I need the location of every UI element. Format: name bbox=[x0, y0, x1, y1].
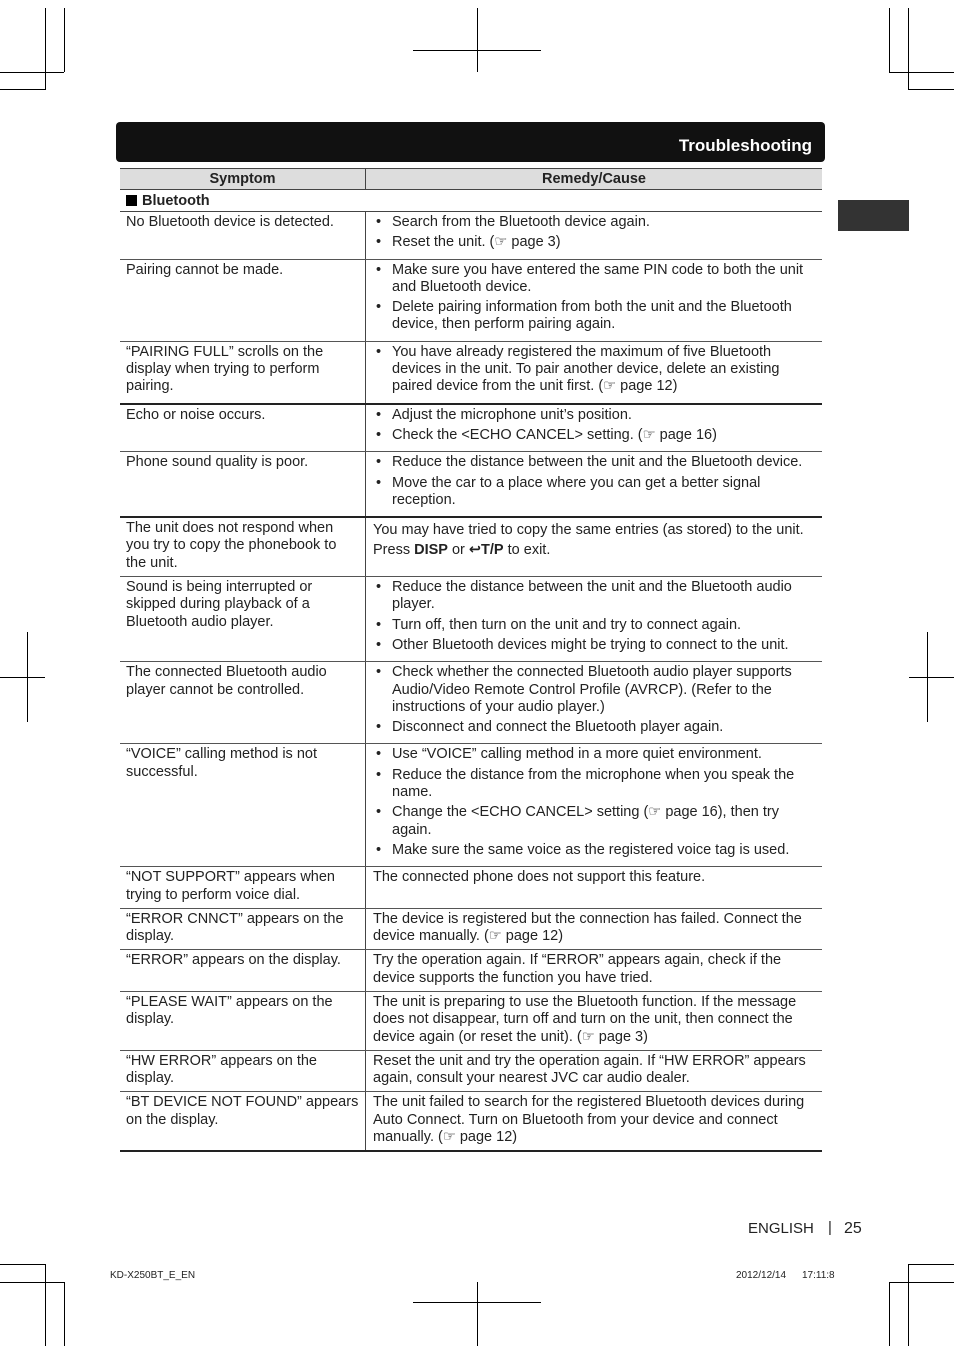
remedy-cell bbox=[366, 662, 822, 743]
print-date: 2012/12/14 bbox=[736, 1270, 787, 1281]
remedy-item: • Adjust the microphone unit’s position. bbox=[373, 407, 816, 424]
remedy-cell bbox=[366, 452, 822, 516]
crop-mark bbox=[413, 1302, 541, 1303]
symptom-cell: “PAIRING FULL” scrolls on the display when trying to perform pairing. bbox=[120, 342, 366, 403]
section-header-bar bbox=[116, 122, 825, 162]
remedy-cell bbox=[366, 260, 822, 341]
section-label: Bluetooth bbox=[142, 193, 210, 209]
remedy-item: • Turn off, then turn on the unit and try to connect again. bbox=[373, 617, 816, 634]
remedy-item: • Delete pairing information from both the unit and the Bluetooth device, then perform pairing again. bbox=[373, 299, 816, 334]
symptom-cell: The unit does not respond when you try to copy the phonebook to the unit. bbox=[120, 518, 366, 576]
remedy-item: • Make sure you have entered the same PIN code to both the unit and Bluetooth device. bbox=[373, 262, 816, 297]
crop-mark bbox=[0, 677, 45, 678]
column-header-symptom: Symptom bbox=[120, 169, 366, 189]
crop-mark bbox=[477, 1282, 478, 1346]
crop-mark bbox=[889, 72, 954, 73]
table-row bbox=[120, 744, 822, 867]
remedy-item: • Reduce the distance from the microphone when you speak the name. bbox=[373, 767, 816, 802]
crop-mark bbox=[477, 8, 478, 72]
footer-language: ENGLISH bbox=[748, 1220, 814, 1237]
table-row bbox=[120, 577, 822, 662]
symptom-cell: Echo or noise occurs. bbox=[120, 405, 366, 452]
remedy-item: • Change the <ECHO CANCEL> setting (☞ page 16), then try again. bbox=[373, 804, 816, 839]
crop-mark bbox=[0, 1282, 64, 1283]
table-row bbox=[120, 212, 822, 260]
table-row bbox=[120, 405, 822, 453]
footer-separator: | bbox=[828, 1219, 832, 1236]
symptom-cell: “PLEASE WAIT” appears on the display. bbox=[120, 992, 366, 1050]
square-bullet-icon bbox=[126, 195, 137, 206]
document-code: KD-X250BT_E_EN bbox=[110, 1270, 196, 1281]
remedy-cell bbox=[366, 212, 822, 259]
table-row bbox=[120, 1051, 822, 1093]
table-header bbox=[120, 168, 822, 190]
remedy-item: • Reduce the distance between the unit and the Bluetooth audio player. bbox=[373, 579, 816, 614]
remedy-text: You may have tried to copy the same entries (as stored) to the unit. Press bbox=[373, 522, 804, 559]
symptom-cell: “ERROR” appears on the display. bbox=[120, 950, 366, 991]
remedy-cell: Reset the unit and try the operation again. If “HW ERROR” appears again, consult your nearest JVC car audio dealer. bbox=[373, 1052, 806, 1087]
remedy-item: • Use “VOICE” calling method in a more quiet environment. bbox=[373, 746, 816, 763]
symptom-cell: The connected Bluetooth audio player cannot be controlled. bbox=[120, 662, 366, 743]
remedy-item: • You have already registered the maximum of five Bluetooth devices in the unit. To pair another device, delete an existing paired device from the unit first. (☞ page 12) bbox=[373, 344, 816, 396]
remedy-cell bbox=[366, 744, 822, 866]
remedy-cell bbox=[366, 342, 822, 403]
remedy-text: to exit. bbox=[503, 542, 551, 559]
page-title: Troubleshooting bbox=[678, 136, 812, 155]
side-tab-marker bbox=[838, 200, 909, 231]
table-row bbox=[120, 909, 822, 951]
crop-mark bbox=[909, 677, 954, 678]
table-row bbox=[120, 518, 822, 577]
remedy-item: • Make sure the same voice as the registered voice tag is used. bbox=[373, 842, 816, 859]
remedy-item: • Check the <ECHO CANCEL> setting. (☞ page 16) bbox=[373, 427, 816, 444]
remedy-cell: The device is registered but the connection has failed. Connect the device manually. (☞ page 12) bbox=[373, 910, 802, 945]
remedy-item: • Search from the Bluetooth device again. bbox=[373, 214, 816, 231]
column-header-remedy: Remedy/Cause bbox=[542, 171, 646, 187]
remedy-item: • Check whether the connected Bluetooth audio player supports Audio/Video Remote Control Profile (AVRCP). (Refer to the instructions of your audio player.) bbox=[373, 664, 816, 716]
print-time: 17:11:8 bbox=[802, 1270, 835, 1281]
crop-mark bbox=[889, 1282, 890, 1346]
remedy-cell bbox=[366, 577, 822, 661]
crop-mark bbox=[908, 1264, 909, 1346]
table-row bbox=[120, 867, 822, 909]
remedy-cell: The unit is preparing to use the Bluetooth function. If the message does not disappear, turn off and turn on the unit, then connect the device again (or reset the unit). (☞ page 3) bbox=[373, 993, 797, 1045]
remedy-item: • Other Bluetooth devices might be trying to connect to the unit. bbox=[373, 637, 816, 654]
section-heading bbox=[120, 190, 822, 212]
disp-button-label: DISP bbox=[414, 542, 448, 559]
remedy-text: or bbox=[447, 542, 469, 559]
symptom-cell: Phone sound quality is poor. bbox=[120, 452, 366, 516]
table-row bbox=[120, 950, 822, 992]
crop-mark bbox=[908, 1264, 954, 1265]
remedy-item: • Reset the unit. (☞ page 3) bbox=[373, 234, 816, 251]
troubleshooting-table bbox=[120, 168, 822, 1152]
page-number: 25 bbox=[844, 1220, 862, 1237]
table-row bbox=[120, 260, 822, 342]
crop-mark bbox=[0, 1264, 45, 1265]
symptom-cell: No Bluetooth device is detected. bbox=[120, 212, 366, 259]
tp-button-label: ↩T/P bbox=[468, 542, 504, 559]
remedy-cell: The connected phone does not support this feature. bbox=[373, 869, 706, 886]
crop-mark bbox=[908, 8, 909, 90]
crop-mark bbox=[45, 1264, 46, 1346]
crop-mark bbox=[889, 8, 890, 72]
table-row bbox=[120, 342, 822, 405]
remedy-cell: The unit failed to search for the registered Bluetooth devices during Auto Connect. Turn on Bluetooth from your device and connect manually. (☞ page 12) bbox=[373, 1094, 805, 1146]
symptom-cell: Sound is being interrupted or skipped during playback of a Bluetooth audio player. bbox=[120, 577, 366, 661]
crop-mark bbox=[889, 1282, 954, 1283]
table-row bbox=[120, 992, 822, 1051]
remedy-cell bbox=[366, 518, 822, 576]
remedy-item: • Disconnect and connect the Bluetooth player again. bbox=[373, 719, 816, 736]
crop-mark bbox=[908, 89, 954, 90]
crop-mark bbox=[64, 8, 65, 72]
table-row bbox=[120, 1092, 822, 1152]
crop-mark bbox=[0, 72, 64, 73]
table-row bbox=[120, 662, 822, 744]
symptom-cell: “ERROR CNNCT” appears on the display. bbox=[120, 909, 366, 950]
remedy-item: • Move the car to a place where you can get a better signal reception. bbox=[373, 475, 816, 510]
table-row bbox=[120, 452, 822, 518]
symptom-cell: “HW ERROR” appears on the display. bbox=[120, 1051, 366, 1092]
crop-mark bbox=[64, 1282, 65, 1346]
remedy-item: • Reduce the distance between the unit and the Bluetooth device. bbox=[373, 454, 816, 471]
crop-mark bbox=[413, 50, 541, 51]
symptom-cell: “VOICE” calling method is not successful. bbox=[120, 744, 366, 866]
crop-mark bbox=[45, 8, 46, 90]
symptom-cell: “NOT SUPPORT” appears when trying to perform voice dial. bbox=[120, 867, 366, 908]
remedy-cell: Try the operation again. If “ERROR” appears again, check if the device supports the function you have tried. bbox=[373, 952, 782, 986]
remedy-cell bbox=[366, 405, 822, 452]
crop-mark bbox=[0, 89, 45, 90]
symptom-cell: “BT DEVICE NOT FOUND” appears on the display. bbox=[120, 1092, 366, 1150]
symptom-cell: Pairing cannot be made. bbox=[120, 260, 366, 341]
